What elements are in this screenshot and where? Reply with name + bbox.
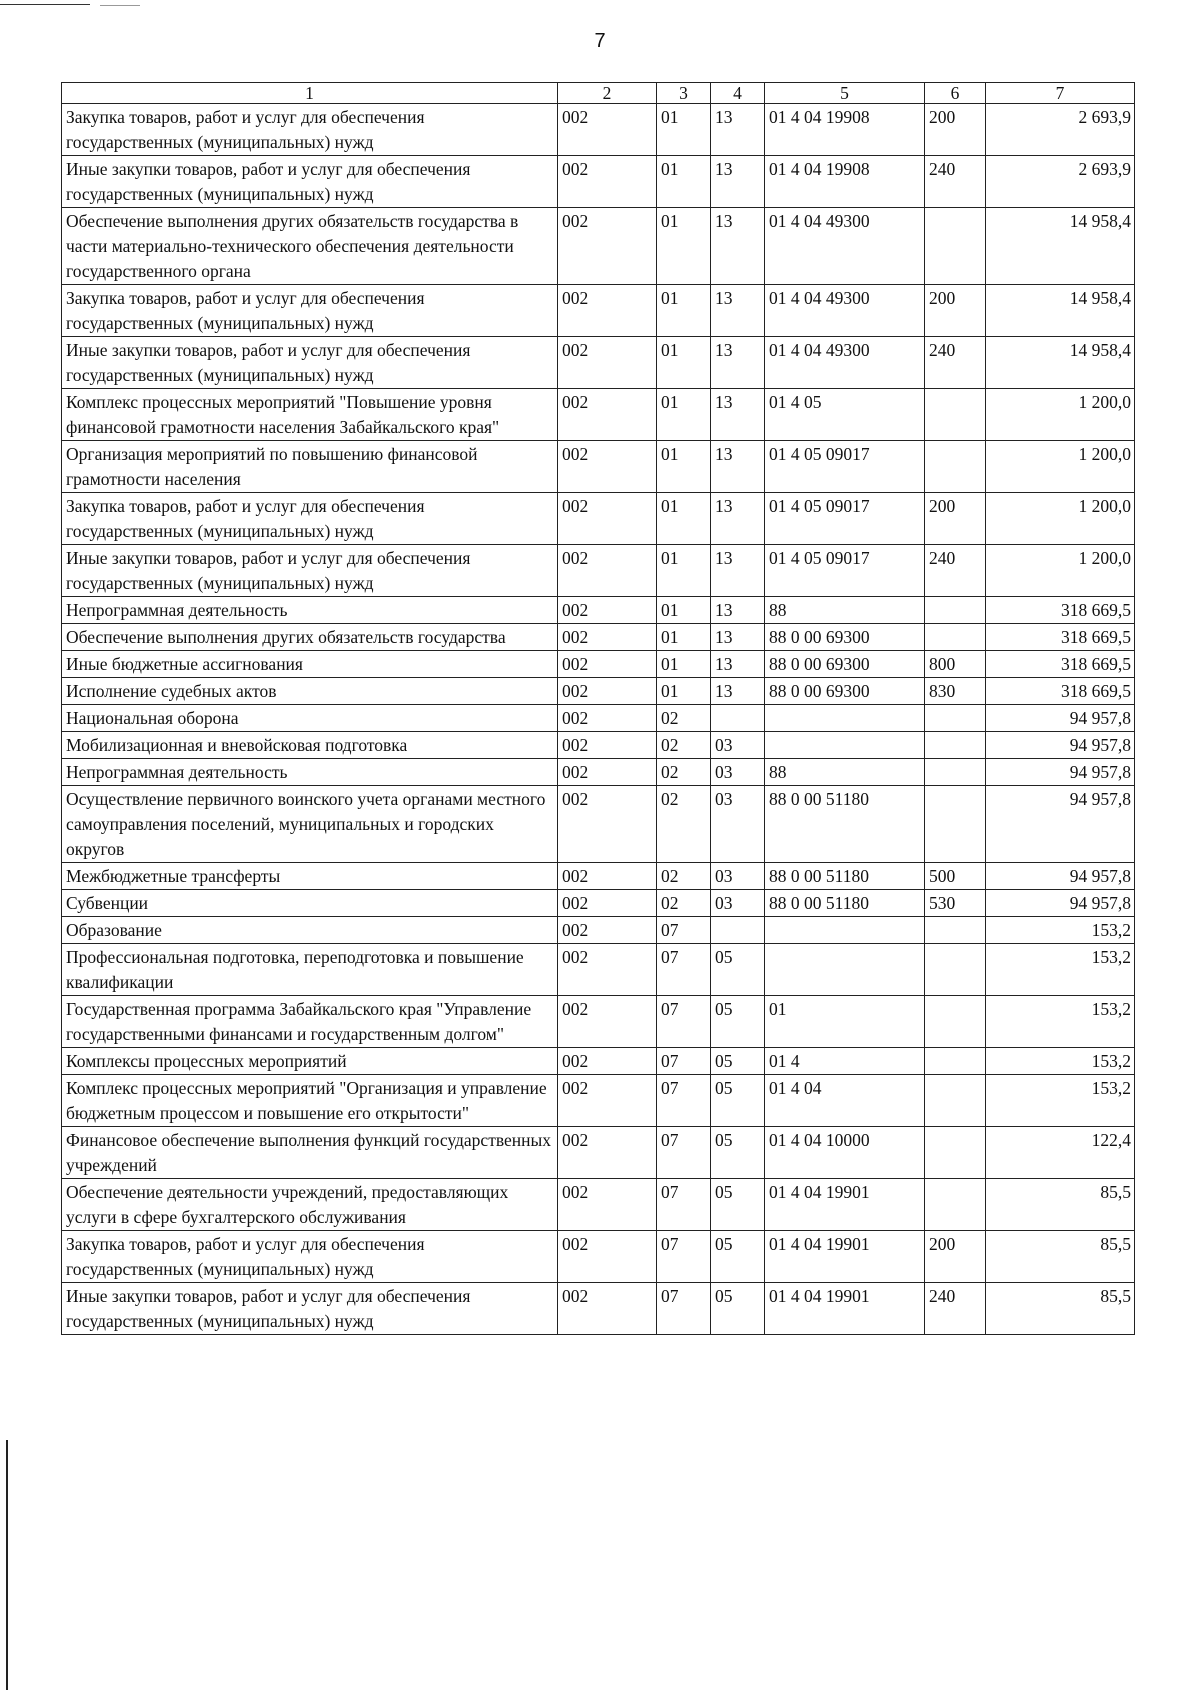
ministry-code-cell: 002	[558, 890, 657, 917]
amount-cell: 122,4	[986, 1127, 1135, 1179]
target-article-cell: 01 4	[765, 1048, 925, 1075]
subsection-cell: 05	[711, 1231, 765, 1283]
row-name-cell: Осуществление первичного воинского учета органами местного самоуправления поселений, муниципальных и городских округов	[62, 786, 558, 863]
expense-type-cell: 200	[925, 1231, 986, 1283]
subsection-cell: 05	[711, 1048, 765, 1075]
subsection-cell: 13	[711, 156, 765, 208]
amount-cell: 1 200,0	[986, 389, 1135, 441]
section-cell: 07	[657, 1127, 711, 1179]
row-name-cell: Межбюджетные трансферты	[62, 863, 558, 890]
target-article-cell: 88 0 00 51180	[765, 863, 925, 890]
expense-type-cell: 530	[925, 890, 986, 917]
ministry-code-cell: 002	[558, 1075, 657, 1127]
header-cell: 3	[657, 83, 711, 104]
subsection-cell: 13	[711, 651, 765, 678]
row-name-cell: Закупка товаров, работ и услуг для обеспечения государственных (муниципальных) нужд	[62, 1231, 558, 1283]
section-cell: 01	[657, 493, 711, 545]
amount-cell: 1 200,0	[986, 493, 1135, 545]
scan-edge-mark	[0, 4, 90, 5]
subsection-cell	[711, 917, 765, 944]
subsection-cell: 05	[711, 1179, 765, 1231]
section-cell: 01	[657, 337, 711, 389]
row-name-cell: Обеспечение деятельности учреждений, предоставляющих услуги в сфере бухгалтерского обслуживания	[62, 1179, 558, 1231]
ministry-code-cell: 002	[558, 597, 657, 624]
table-row	[62, 1283, 1135, 1335]
subsection-cell: 13	[711, 597, 765, 624]
row-name-cell: Субвенции	[62, 890, 558, 917]
target-article-cell: 01 4 04 10000	[765, 1127, 925, 1179]
scan-edge-mark	[6, 1440, 8, 1690]
ministry-code-cell: 002	[558, 732, 657, 759]
ministry-code-cell: 002	[558, 863, 657, 890]
table-row	[62, 651, 1135, 678]
table-row	[62, 441, 1135, 493]
table-row	[62, 597, 1135, 624]
table-row	[62, 493, 1135, 545]
ministry-code-cell: 002	[558, 1179, 657, 1231]
row-name-cell: Иные закупки товаров, работ и услуг для обеспечения государственных (муниципальных) нужд	[62, 545, 558, 597]
subsection-cell: 13	[711, 493, 765, 545]
target-article-cell: 01 4 04 19901	[765, 1283, 925, 1335]
amount-cell: 94 957,8	[986, 863, 1135, 890]
table-row	[62, 678, 1135, 705]
ministry-code-cell: 002	[558, 1048, 657, 1075]
target-article-cell	[765, 705, 925, 732]
expense-type-cell	[925, 1179, 986, 1231]
row-name-cell: Закупка товаров, работ и услуг для обеспечения государственных (муниципальных) нужд	[62, 285, 558, 337]
target-article-cell	[765, 732, 925, 759]
section-cell: 01	[657, 441, 711, 493]
expense-type-cell: 830	[925, 678, 986, 705]
row-name-cell: Непрограммная деятельность	[62, 597, 558, 624]
target-article-cell: 01 4 05 09017	[765, 545, 925, 597]
section-cell: 07	[657, 1075, 711, 1127]
table-row	[62, 759, 1135, 786]
section-cell: 07	[657, 996, 711, 1048]
subsection-cell: 13	[711, 104, 765, 156]
subsection-cell: 13	[711, 624, 765, 651]
amount-cell: 153,2	[986, 917, 1135, 944]
subsection-cell: 05	[711, 996, 765, 1048]
table-row	[62, 786, 1135, 863]
expense-type-cell: 240	[925, 156, 986, 208]
ministry-code-cell: 002	[558, 651, 657, 678]
expense-type-cell	[925, 1127, 986, 1179]
section-cell: 07	[657, 917, 711, 944]
table-body	[62, 104, 1135, 1335]
expense-type-cell: 240	[925, 337, 986, 389]
table-row	[62, 917, 1135, 944]
section-cell: 02	[657, 705, 711, 732]
amount-cell: 14 958,4	[986, 208, 1135, 285]
section-cell: 02	[657, 786, 711, 863]
ministry-code-cell: 002	[558, 156, 657, 208]
amount-cell: 318 669,5	[986, 651, 1135, 678]
amount-cell: 94 957,8	[986, 786, 1135, 863]
row-name-cell: Закупка товаров, работ и услуг для обеспечения государственных (муниципальных) нужд	[62, 104, 558, 156]
target-article-cell: 01 4 04 49300	[765, 285, 925, 337]
row-name-cell: Исполнение судебных актов	[62, 678, 558, 705]
ministry-code-cell: 002	[558, 337, 657, 389]
target-article-cell: 01	[765, 996, 925, 1048]
section-cell: 07	[657, 944, 711, 996]
target-article-cell	[765, 917, 925, 944]
amount-cell: 94 957,8	[986, 705, 1135, 732]
section-cell: 02	[657, 759, 711, 786]
table-row	[62, 1048, 1135, 1075]
expense-type-cell: 200	[925, 493, 986, 545]
row-name-cell: Непрограммная деятельность	[62, 759, 558, 786]
ministry-code-cell: 002	[558, 759, 657, 786]
ministry-code-cell: 002	[558, 208, 657, 285]
row-name-cell: Иные закупки товаров, работ и услуг для обеспечения государственных (муниципальных) нужд	[62, 156, 558, 208]
row-name-cell: Мобилизационная и вневойсковая подготовка	[62, 732, 558, 759]
expense-type-cell: 200	[925, 104, 986, 156]
subsection-cell: 13	[711, 389, 765, 441]
table-row	[62, 1179, 1135, 1231]
section-cell: 01	[657, 104, 711, 156]
expense-type-cell: 240	[925, 545, 986, 597]
section-cell: 07	[657, 1048, 711, 1075]
table-row	[62, 863, 1135, 890]
section-cell: 01	[657, 624, 711, 651]
ministry-code-cell: 002	[558, 545, 657, 597]
target-article-cell: 01 4 04 19908	[765, 104, 925, 156]
subsection-cell	[711, 705, 765, 732]
amount-cell: 85,5	[986, 1231, 1135, 1283]
row-name-cell: Иные бюджетные ассигнования	[62, 651, 558, 678]
expense-type-cell	[925, 917, 986, 944]
amount-cell: 14 958,4	[986, 285, 1135, 337]
amount-cell: 318 669,5	[986, 624, 1135, 651]
ministry-code-cell: 002	[558, 441, 657, 493]
expense-type-cell	[925, 996, 986, 1048]
table-row	[62, 337, 1135, 389]
amount-cell: 318 669,5	[986, 678, 1135, 705]
table-row	[62, 104, 1135, 156]
amount-cell: 1 200,0	[986, 545, 1135, 597]
target-article-cell: 88	[765, 597, 925, 624]
row-name-cell: Национальная оборона	[62, 705, 558, 732]
row-name-cell: Комплекс процессных мероприятий "Повышение уровня финансовой грамотности населения Забайкальского края"	[62, 389, 558, 441]
section-cell: 01	[657, 597, 711, 624]
section-cell: 07	[657, 1179, 711, 1231]
subsection-cell: 03	[711, 732, 765, 759]
target-article-cell: 01 4 05	[765, 389, 925, 441]
table-row	[62, 890, 1135, 917]
subsection-cell: 05	[711, 1283, 765, 1335]
expense-type-cell	[925, 759, 986, 786]
expense-type-cell	[925, 944, 986, 996]
amount-cell: 85,5	[986, 1283, 1135, 1335]
target-article-cell: 88 0 00 51180	[765, 786, 925, 863]
header-cell: 1	[62, 83, 558, 104]
target-article-cell: 01 4 04	[765, 1075, 925, 1127]
expense-type-cell	[925, 208, 986, 285]
subsection-cell: 03	[711, 863, 765, 890]
target-article-cell: 01 4 04 19901	[765, 1179, 925, 1231]
row-name-cell: Иные закупки товаров, работ и услуг для обеспечения государственных (муниципальных) нужд	[62, 1283, 558, 1335]
subsection-cell: 13	[711, 337, 765, 389]
ministry-code-cell: 002	[558, 1231, 657, 1283]
row-name-cell: Образование	[62, 917, 558, 944]
target-article-cell: 01 4 04 49300	[765, 208, 925, 285]
section-cell: 01	[657, 156, 711, 208]
budget-table	[61, 82, 1135, 1335]
subsection-cell: 13	[711, 545, 765, 597]
table-row	[62, 705, 1135, 732]
row-name-cell: Организация мероприятий по повышению финансовой грамотности населения	[62, 441, 558, 493]
amount-cell: 153,2	[986, 1075, 1135, 1127]
ministry-code-cell: 002	[558, 1127, 657, 1179]
target-article-cell: 01 4 05 09017	[765, 441, 925, 493]
target-article-cell: 88 0 00 69300	[765, 624, 925, 651]
ministry-code-cell: 002	[558, 493, 657, 545]
table-row	[62, 1127, 1135, 1179]
amount-cell: 94 957,8	[986, 890, 1135, 917]
target-article-cell: 88 0 00 69300	[765, 651, 925, 678]
scan-edge-mark	[100, 5, 140, 6]
subsection-cell: 03	[711, 786, 765, 863]
ministry-code-cell: 002	[558, 705, 657, 732]
ministry-code-cell: 002	[558, 944, 657, 996]
ministry-code-cell: 002	[558, 389, 657, 441]
expense-type-cell	[925, 786, 986, 863]
table-row	[62, 156, 1135, 208]
expense-type-cell: 200	[925, 285, 986, 337]
ministry-code-cell: 002	[558, 786, 657, 863]
expense-type-cell	[925, 1075, 986, 1127]
table-row	[62, 624, 1135, 651]
header-cell: 5	[765, 83, 925, 104]
target-article-cell: 01 4 04 19908	[765, 156, 925, 208]
target-article-cell: 01 4 04 19901	[765, 1231, 925, 1283]
subsection-cell: 13	[711, 285, 765, 337]
table-row	[62, 545, 1135, 597]
expense-type-cell: 800	[925, 651, 986, 678]
amount-cell: 2 693,9	[986, 104, 1135, 156]
row-name-cell: Комплексы процессных мероприятий	[62, 1048, 558, 1075]
table-row	[62, 944, 1135, 996]
amount-cell: 1 200,0	[986, 441, 1135, 493]
section-cell: 01	[657, 389, 711, 441]
amount-cell: 2 693,9	[986, 156, 1135, 208]
expense-type-cell	[925, 705, 986, 732]
section-cell: 01	[657, 285, 711, 337]
expense-type-cell	[925, 732, 986, 759]
header-cell: 4	[711, 83, 765, 104]
ministry-code-cell: 002	[558, 285, 657, 337]
expense-type-cell: 500	[925, 863, 986, 890]
section-cell: 02	[657, 732, 711, 759]
table-row	[62, 285, 1135, 337]
subsection-cell: 03	[711, 890, 765, 917]
amount-cell: 153,2	[986, 944, 1135, 996]
section-cell: 02	[657, 863, 711, 890]
expense-type-cell	[925, 1048, 986, 1075]
amount-cell: 14 958,4	[986, 337, 1135, 389]
row-name-cell: Обеспечение выполнения других обязательств государства	[62, 624, 558, 651]
section-cell: 01	[657, 545, 711, 597]
table-row	[62, 208, 1135, 285]
amount-cell: 153,2	[986, 996, 1135, 1048]
row-name-cell: Государственная программа Забайкальского края "Управление государственными финансами и государственным долгом"	[62, 996, 558, 1048]
target-article-cell: 01 4 04 49300	[765, 337, 925, 389]
expense-type-cell	[925, 624, 986, 651]
expense-type-cell: 240	[925, 1283, 986, 1335]
table-row	[62, 1075, 1135, 1127]
subsection-cell: 05	[711, 944, 765, 996]
section-cell: 07	[657, 1283, 711, 1335]
amount-cell: 94 957,8	[986, 732, 1135, 759]
amount-cell: 94 957,8	[986, 759, 1135, 786]
section-cell: 01	[657, 651, 711, 678]
table-row	[62, 1231, 1135, 1283]
subsection-cell: 05	[711, 1127, 765, 1179]
subsection-cell: 05	[711, 1075, 765, 1127]
table-row	[62, 996, 1135, 1048]
ministry-code-cell: 002	[558, 678, 657, 705]
row-name-cell: Профессиональная подготовка, переподготовка и повышение квалификации	[62, 944, 558, 996]
amount-cell: 318 669,5	[986, 597, 1135, 624]
section-cell: 07	[657, 1231, 711, 1283]
ministry-code-cell: 002	[558, 1283, 657, 1335]
row-name-cell: Обеспечение выполнения других обязательств государства в части материально-технического обеспечения деятельности государственного органа	[62, 208, 558, 285]
row-name-cell: Комплекс процессных мероприятий "Организация и управление бюджетным процессом и повышение его открытости"	[62, 1075, 558, 1127]
target-article-cell: 88 0 00 51180	[765, 890, 925, 917]
header-cell: 2	[558, 83, 657, 104]
header-cell: 6	[925, 83, 986, 104]
amount-cell: 85,5	[986, 1179, 1135, 1231]
table-row	[62, 389, 1135, 441]
ministry-code-cell: 002	[558, 104, 657, 156]
ministry-code-cell: 002	[558, 996, 657, 1048]
target-article-cell: 88	[765, 759, 925, 786]
row-name-cell: Финансовое обеспечение выполнения функций государственных учреждений	[62, 1127, 558, 1179]
target-article-cell: 88 0 00 69300	[765, 678, 925, 705]
target-article-cell: 01 4 05 09017	[765, 493, 925, 545]
ministry-code-cell: 002	[558, 917, 657, 944]
target-article-cell	[765, 944, 925, 996]
subsection-cell: 13	[711, 441, 765, 493]
row-name-cell: Закупка товаров, работ и услуг для обеспечения государственных (муниципальных) нужд	[62, 493, 558, 545]
header-cell: 7	[986, 83, 1135, 104]
row-name-cell: Иные закупки товаров, работ и услуг для обеспечения государственных (муниципальных) нужд	[62, 337, 558, 389]
section-cell: 01	[657, 208, 711, 285]
ministry-code-cell: 002	[558, 624, 657, 651]
header-row	[62, 83, 1135, 104]
section-cell: 02	[657, 890, 711, 917]
section-cell: 01	[657, 678, 711, 705]
subsection-cell: 13	[711, 678, 765, 705]
expense-type-cell	[925, 597, 986, 624]
subsection-cell: 03	[711, 759, 765, 786]
subsection-cell: 13	[711, 208, 765, 285]
expense-type-cell	[925, 441, 986, 493]
table-row	[62, 732, 1135, 759]
expense-type-cell	[925, 389, 986, 441]
page-number: 7	[594, 30, 606, 52]
amount-cell: 153,2	[986, 1048, 1135, 1075]
table-header	[62, 83, 1135, 104]
